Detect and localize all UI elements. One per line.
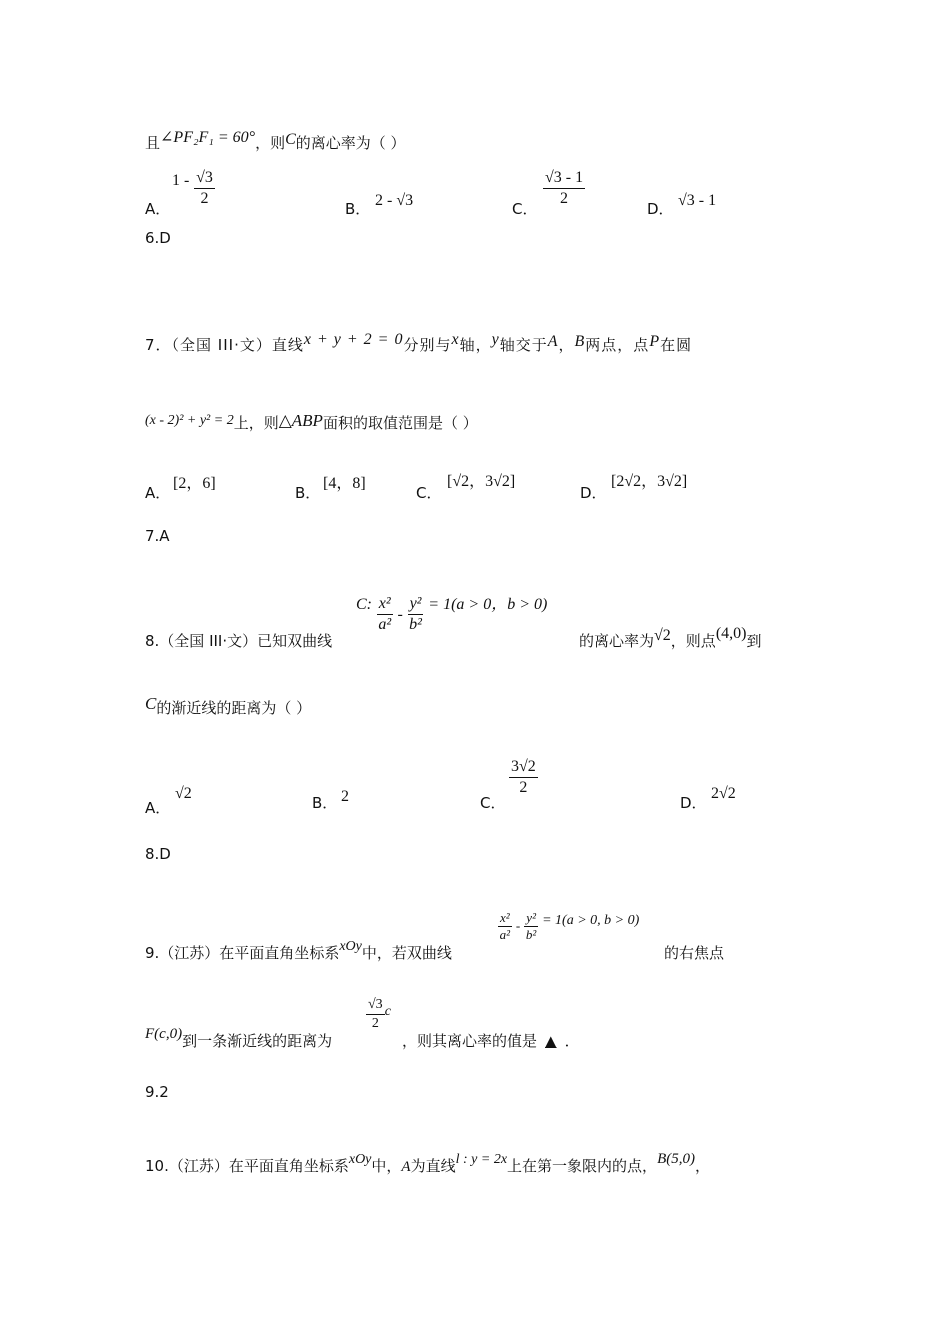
q7-option-a-label: A． xyxy=(145,484,171,502)
q8-option-a-label: A． xyxy=(145,799,171,817)
q8-option-c-label: C． xyxy=(480,794,506,812)
q8-stem-line2: C的渐近线的距离为（ ） xyxy=(145,694,312,717)
q8-stem-line1-tail: 的离心率为√2，则点(4,0)到 xyxy=(579,625,762,650)
q7-stem-line2: (x - 2)² + y² = 2上，则△ABP面积的取值范围是（ ） xyxy=(145,411,478,432)
q7-option-a-math: [2，6] xyxy=(173,475,216,492)
q8-answer: 8.D xyxy=(145,845,171,863)
angle-formula: ∠PF₂F₁ = 60° xyxy=(160,129,256,146)
q6-option-d-label: D． xyxy=(647,200,674,218)
q9-distance-fraction: $\frac{√3}{2}$ c xyxy=(368,997,391,1031)
q8-option-b-label: B． xyxy=(312,794,338,812)
q8-stem-line1-text: 8.（全国 III·文）已知双曲线 xyxy=(145,632,333,650)
q7-option-d-label: D． xyxy=(580,484,607,502)
q6-option-d-math: √3 - 1 xyxy=(678,192,717,209)
q7-answer: 7.A xyxy=(145,527,170,545)
q7-option-d-math: [2√2，3√2] xyxy=(611,473,688,490)
q9-answer: 9.2 xyxy=(145,1083,169,1101)
q8-hyperbola-formula: C: $\frac{\text{x²}}{\text{a²}}$ - $\frac{\text{y²}}{\text{b²}}$ = 1(a > 0，b > 0) xyxy=(356,595,548,633)
q10-stem-line1: 10.（江苏）在平面直角坐标系xOy中，A为直线l : y = 2x上在第一象限内的点，B(5,0)， xyxy=(145,1151,710,1175)
answer-blank: ▲ xyxy=(545,1032,557,1050)
q6-option-c-label: C． xyxy=(512,200,538,218)
q7-option-b-math: [4，8] xyxy=(323,475,366,492)
q9-stem-line1-text: 9.（江苏）在平面直角坐标系xOy中，若双曲线 xyxy=(145,939,452,962)
q8-option-c-math: $\frac{3√2}{2}$ xyxy=(511,758,536,796)
q6-stem: 且∠PF₂F₁ = 60°，则C的离心率为（ ） xyxy=(145,129,406,152)
q6-option-b-label: B． xyxy=(345,200,371,218)
q9-stem-line2-tail: ，则其离心率的值是 ▲ ． xyxy=(402,1032,580,1050)
q6-option-c-math: $\frac{√3 - 1}{2}$ xyxy=(545,169,584,207)
q6-option-a-label: A． xyxy=(145,200,171,218)
q8-option-a-math: √2 xyxy=(175,785,192,802)
q9-stem-line1-tail: 的右焦点 xyxy=(664,944,725,962)
q9-stem-line2: F(c,0)到一条渐近线的距离为 xyxy=(145,1026,333,1050)
q9-hyperbola-formula: $\frac{\text{x²}}{\text{a²}}$ - $\frac{\text{y²}}{\text{b²}}$ = 1(a > 0, b > 0) xyxy=(499,910,640,942)
q7-option-c-math: [√2，3√2] xyxy=(447,473,516,490)
q6-option-b-math: 2 - √3 xyxy=(375,192,414,209)
q7-stem-line1: 7．（全国 III·文）直线x + y + 2 = 0分别与x轴，y轴交于A，B两点，点P在圆 xyxy=(145,331,693,354)
q6-answer: 6.D xyxy=(145,229,171,247)
q8-option-d-label: D． xyxy=(680,794,707,812)
q7-option-b-label: B． xyxy=(295,484,321,502)
q8-option-d-math: 2√2 xyxy=(711,785,736,802)
q6-option-a-math: 1 - $\frac{√3}{2}$ xyxy=(172,169,213,207)
q8-option-b-math: 2 xyxy=(341,788,349,805)
q7-option-c-label: C． xyxy=(416,484,442,502)
